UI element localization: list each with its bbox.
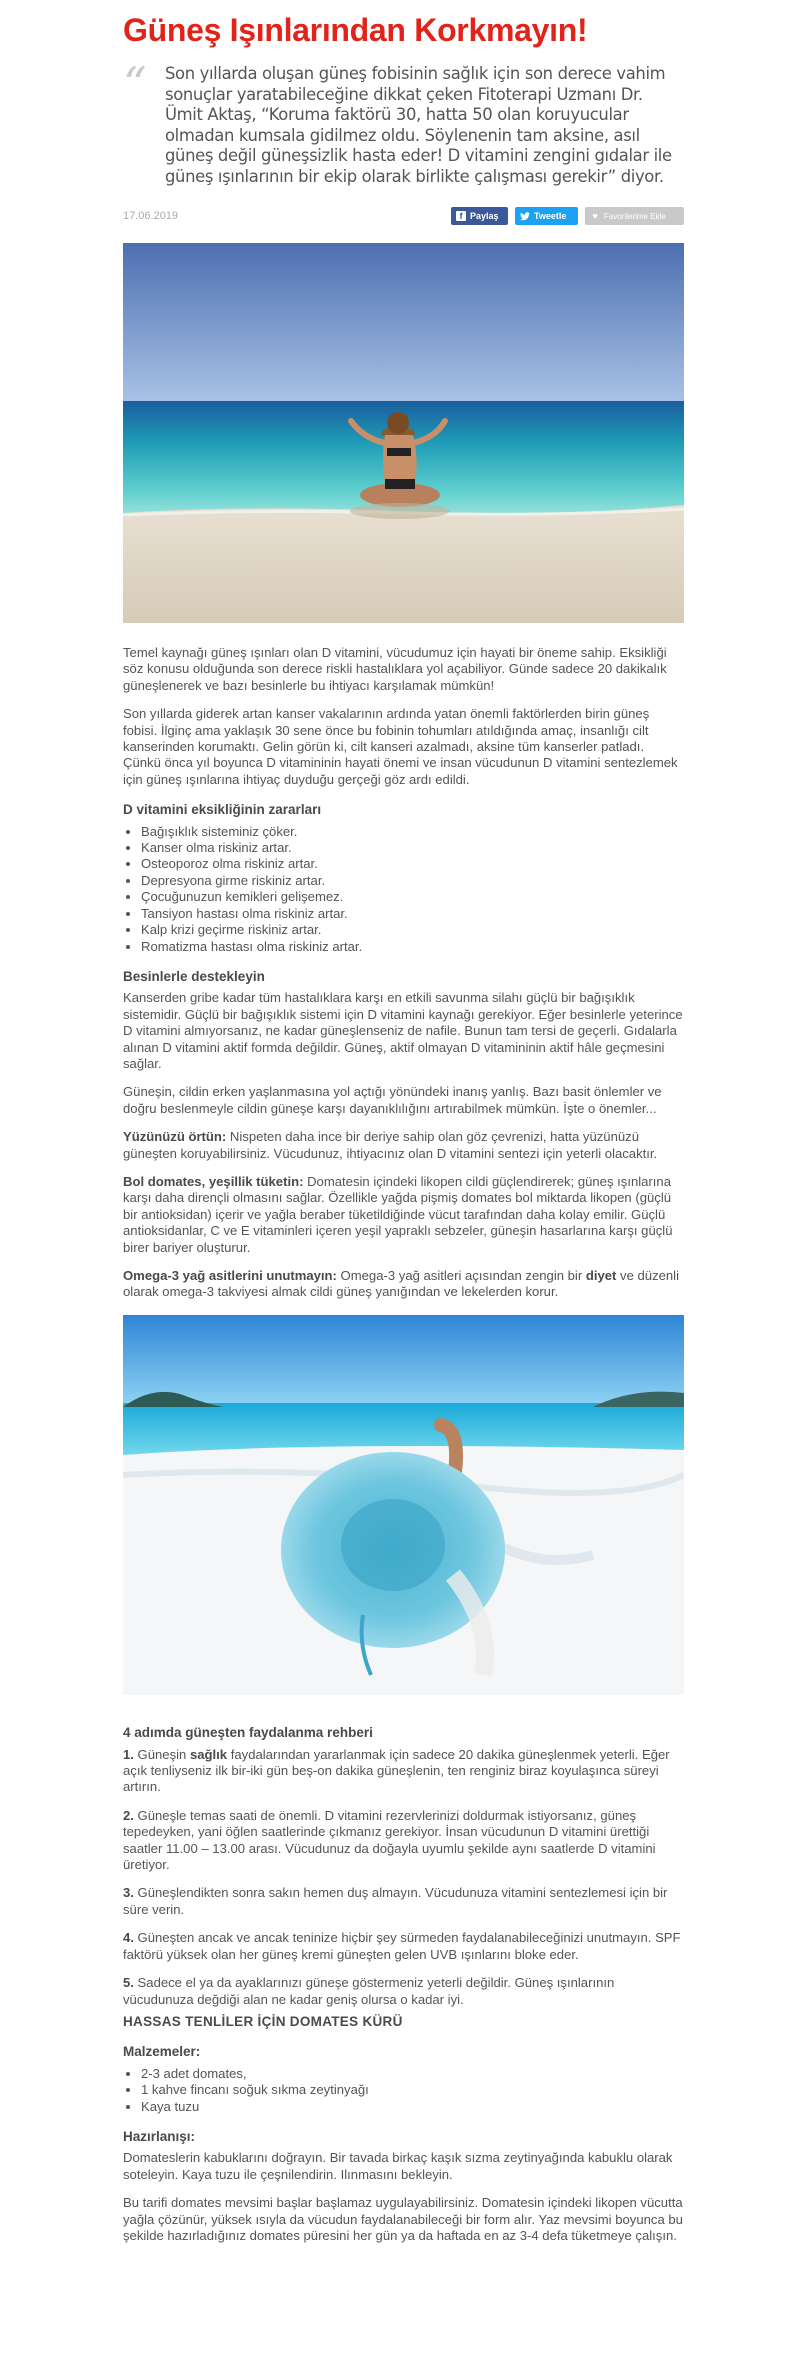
- list-item: • Kalp krizi geçirme riskiniz artar.: [141, 922, 684, 938]
- heart-icon: ♥: [592, 211, 598, 221]
- article-column: [123, 0, 684, 2244]
- list-item: • Osteoporoz olma riskiniz artar.: [141, 856, 684, 872]
- tip-text: Domatesin içindeki likopen cildi güçlendirerek; güneş ışınlarına karşı daha dirençli olmasını sağlar. Özellikle yağda pişmiş domates bol miktarda likopen (güçlü bir antioksidan) içerir ve yağla beraber tüketildiğinde vücut tarafından daha kolay emilir. Güçlü antioksidanlar, C ve E vitaminleri içeren yeşil yapraklı sebzeler, güneşin hasarlarına karşı güçlü birer bariyer oluşturur.: [123, 1173, 673, 1255]
- beach-meditation-photo: [123, 243, 684, 623]
- step-text: Güneşle temas saati de önemli. D vitamini rezervlerinizi doldurmak istiyorsanız, güneş tepedeyken, yani öğlen saatlerinde çıkmanız gerekiyor. İnsan vücudunun D vitamini ürettiği saatler 11.00 – 13.00 arası. Vücudunuz da doğayla uyumlu şekilde aynı saatlerde D vitamini üretiyor.: [123, 1807, 656, 1873]
- step-item: [123, 1747, 684, 1796]
- step-number: 5.: [123, 1975, 134, 1991]
- add-favorites-button[interactable]: [585, 207, 684, 225]
- list-item: • Kaya tuzu: [141, 2099, 684, 2115]
- list-item: • Çocuğunuzun kemikleri gelişemez.: [141, 889, 684, 905]
- paragraph: [123, 1268, 684, 1301]
- twitter-share-button[interactable]: [515, 207, 578, 225]
- paragraph: Domateslerin kabuklarını doğrayın. Bir tavada birkaç kaşık sızma zeytinyağında kabuklu olarak soteleyin. Kaya tuzu ile çeşnilendirin. Ilınmasını bekleyin.: [123, 2150, 673, 2182]
- paragraph: Son yıllarda giderek artan kanser vakalarının ardında yatan önemli faktörlerden birin güneş fobisi. İlginç ama yaklaşık 30 sene önce bu fobinin tohumları atıldığında amaç, insanlığı cilt kanserinden korumaktı. Gelin görün ki, cilt kanseri azalmadı, aksine tüm kanserler patladı. Çünkü önca yıl boyunca D vitamininin hayati önemi ve insan vücudunun D vitamini sentezlemek için güneş ışınlarına ihtiyaç duyduğu gerçeği göz ardı edildi.: [123, 706, 678, 787]
- facebook-share-button[interactable]: [451, 207, 508, 225]
- list-item: • Romatizma hastası olma riskiniz artar.: [141, 939, 684, 955]
- facebook-share-label: Paylaş: [470, 211, 499, 221]
- paragraph: Bu tarifi domates mevsimi başlar başlamaz uygulayabilirsiniz. Domatesin içindeki likopen vücutta yağla çözünür, yüksek ısıyla da vücudun faydalanabileceği bir form alır. Yaz mevsimi boyunca bu şekilde hazırladığınız domates püresini her gün ya da haftada en az 3-4 defa tüketmeye çalışın.: [123, 2195, 683, 2243]
- recipe-heading: HASSAS TENLİLER İÇİN DOMATES KÜRÜ: [123, 2013, 403, 2029]
- step-item: [123, 1808, 684, 1874]
- tip-lead: Bol domates, yeşillik tüketin:: [123, 1173, 304, 1189]
- tip-text: Omega-3 yağ asitleri açısından zengin bir: [336, 1268, 586, 1283]
- step-number: 4.: [123, 1930, 134, 1946]
- step-item: [123, 1930, 684, 1963]
- paragraph: Kanserden gribe kadar tüm hastalıklara karşı en etkili savunma silahı güçlü bir bağışıklık sistemidir. Güçlü bir bağışıklık sistemi için D vitamini kaynağı gerekiyor. Eğer besinlerle yeterince D vitamini almıyorsanız, ne kadar güneşlenseniz de nafile. Bunun tam tersi de geçerli. Gıdalarla alınan D vitamini aktif formda değildir. Güneş, aktif olmayan D vitamininin aktif hâle geçmesini sağlar.: [123, 990, 683, 1071]
- share-bar: [451, 207, 684, 225]
- facebook-icon: f: [456, 211, 466, 221]
- list-item: • Kanser olma riskiniz artar.: [141, 840, 684, 856]
- harms-list: [123, 824, 684, 955]
- article-body: [123, 645, 684, 2244]
- section-heading: 4 adımda güneşten faydalanma rehberi: [123, 1725, 373, 1741]
- list-item: • Bağışıklık sisteminiz çöker.: [141, 824, 684, 840]
- tip-lead: Omega-3 yağ asitlerini unutmayın:: [123, 1268, 337, 1283]
- list-item: • Tansiyon hastası olma riskiniz artar.: [141, 906, 684, 922]
- quote-icon: “: [123, 57, 147, 111]
- list-item: • Depresyona girme riskiniz artar.: [141, 873, 684, 889]
- step-item: [123, 1975, 684, 2008]
- step-text: Güneşten ancak ve ancak teninize hiçbir şey sürmeden faydalanabileceğinizi unutmayın. SPF faktörü yüksek olan her güneş kremi güneşten gelen UVB ışınlarını bloke eder.: [123, 1930, 681, 1962]
- list-item: • 1 kahve fincanı soğuk sıkma zeytinyağı: [141, 2082, 684, 2098]
- step-text: faydalarından yararlanmak için sadece 20 dakika güneşlenmek yeterli. Eğer açık tenliyseniz ilk bir-iki gün beş-on dakika güneşlenin, ten renginiz biraz koyulaşınca süreyi artırın.: [123, 1746, 670, 1795]
- tip-lead: Yüzünüzü örtün:: [123, 1129, 227, 1145]
- paragraph: [123, 1174, 684, 1256]
- step-text: Sadece el ya da ayaklarınızı güneşe göstermeniz yeterli değildir. Güneş ışınlarının vücudunuza değdiği alan ne kadar geniş olursa o kadar iyi.: [123, 1975, 615, 2007]
- step-text: Güneşin: [133, 1746, 190, 1762]
- lead-text: Son yıllarda oluşan güneş fobisinin sağlık için son derece vahim sonuçlar yaratabileceğine dikkat çeken Fitoterapi Uzmanı Dr. Ümit Aktaş, “Koruma faktörü 30, hatta 50 olan koruyucular olmadan kumsala gidilmez oldu. Söylenenin tam aksine, asıl güneş değil güneşsizlik hasta eder! D vitamini zengini gıdalar ile güneş ışınlarının bir ekip olarak birlikte çalışması gerekir” diyor.: [165, 64, 672, 186]
- beach-sunhat-photo: [123, 1315, 684, 1695]
- paragraph: Güneşin, cildin erken yaşlanmasına yol açtığı yönündeki inanış yanlış. Bazı basit önlemler ve doğru beslenmeyle cildin güneşe karşı dayanıklılığını artırabilmek mümkün. İşte o önemler...: [123, 1084, 662, 1116]
- tip-text: ve düzenli olarak omega-3 takviyesi almak cildi güneş yanığından ve lekelerden korur.: [123, 1268, 680, 1300]
- article-meta: [123, 205, 684, 227]
- step-text: Güneşlendikten sonra sakın hemen duş almayın. Vücudunuza vitamini sentezlemesi için bir süre verin.: [123, 1885, 668, 1917]
- tip-text: Nispeten daha ince bir deriye sahip olan göz çevrenizi, hatta yüzünüzü güneşten koruyabilirsiniz. Vücudunuz, ihtiyacınız olan D vitamini sentezi için yeterli olacaktır.: [123, 1129, 658, 1161]
- article-title: Güneş Işınlarından Korkmayın!: [123, 12, 588, 48]
- diet-link[interactable]: diyet: [585, 1268, 617, 1283]
- step-number: 3.: [123, 1885, 134, 1901]
- ingredients-heading: Malzemeler:: [123, 2044, 201, 2060]
- twitter-share-label: Tweetle: [534, 211, 567, 221]
- paragraph: [123, 1129, 684, 1162]
- step-item: [123, 1885, 684, 1918]
- paragraph: Temel kaynağı güneş ışınları olan D vitamini, vücudumuz için hayati bir öneme sahip. Eksikliği söz konusu olduğunda son derece riskli hastalıklara yol açabiliyor. Günde sadece 20 dakikalık güneşlenerek ve bazı besinlerle bu ihtiyacı karşılamak mümkün!: [123, 645, 667, 693]
- step-number: 1.: [123, 1746, 134, 1762]
- ingredients-list: [123, 2066, 684, 2115]
- add-favorites-label: Favorilerime Ekle: [604, 211, 666, 221]
- article-lead: [123, 57, 684, 187]
- step-number: 2.: [123, 1807, 134, 1823]
- preparation-heading: Hazırlanışı:: [123, 2128, 196, 2144]
- health-link[interactable]: sağlık: [189, 1746, 228, 1762]
- section-heading: D vitamini eksikliğinin zararları: [123, 802, 322, 818]
- twitter-icon: [520, 211, 530, 221]
- article-date: 17.06.2019: [123, 210, 179, 222]
- list-item: • 2-3 adet domates,: [141, 2066, 684, 2082]
- section-heading: Besinlerle destekleyin: [123, 968, 265, 984]
